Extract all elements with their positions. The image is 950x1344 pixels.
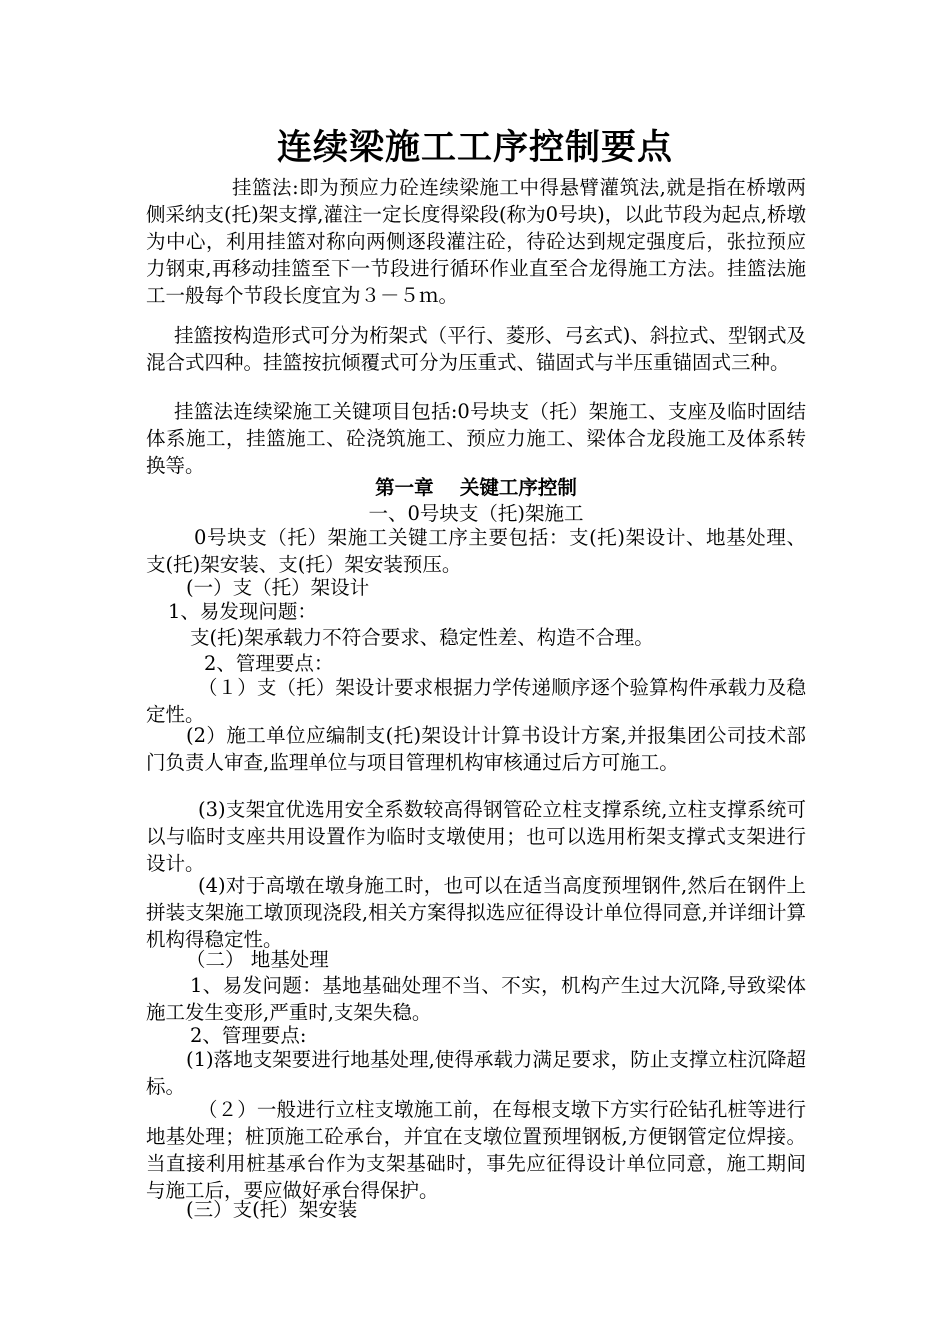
paragraph-key-items: 挂篮法连续梁施工关键项目包括:0号块支（托）架施工、支座及临时固结体系施工，挂篮施工、砼浇筑施工、预应力施工、梁体合龙段施工及体系转换等。 bbox=[146, 400, 806, 477]
item-heading-management-2: 2、管理要点: bbox=[190, 1024, 307, 1047]
paragraph-hanging-basket-method: 挂篮法:即为预应力砼连续梁施工中得悬臂灌筑法,就是指在桥墩两侧采纳支(托)架支撑,灌注一定长度得梁段(称为0号块)，以此节段为起点,桥墩为中心，利用挂篮对称向两侧逐段灌注砼，待砼达到规定强度后，张拉预应力钢束,再移动挂篮至下一节段进行循环作业直至合龙得施工方法。挂篮法施工一般每个节段长度宜为３－５ｍ。 bbox=[146, 176, 806, 307]
subsection-heading-foundation: （二） 地基处理 bbox=[186, 948, 329, 971]
paragraph-foundation-problems: 1、易发问题：基地基础处理不当、不实，机构产生过大沉降,导致梁体施工发生变形,严重时,支架失稳。 bbox=[146, 974, 806, 1024]
paragraph-block-zero-overview: 0号块支（托）架施工关键工序主要包括：支(托)架设计、地基处理、支(托)架安装、支(托）架安装预压。 bbox=[146, 526, 806, 576]
paragraph-foundation-point-2: （２）一般进行立柱支墩施工前，在每根支墩下方实行砼钻孔桩等进行地基处理；桩顶施工砼承台，并宜在支墩位置预埋钢板,方便钢管定位焊接。当直接利用桩基承台作为支架基础时，事先应征得设计单位同意，施工期间与施工后，要应做好承台得保护。 bbox=[146, 1098, 806, 1202]
item-heading-management: 2、管理要点： bbox=[204, 652, 334, 675]
document-title: 连续梁施工工序控制要点 bbox=[276, 127, 673, 168]
item-heading-problems: 1、易发现问题： bbox=[168, 600, 317, 623]
paragraph-point-4: (4)对于高墩在墩身施工时，也可以在适当高度预埋钢件,然后在钢件上拼装支架施工墩顶现浇段,相关方案得拟选应征得设计单位得同意,并详细计算机构得稳定性。 bbox=[146, 874, 806, 951]
subsection-heading-installation: (三）支(托）架安装 bbox=[186, 1198, 358, 1221]
paragraph-basket-types: 挂篮按构造形式可分为桁架式（平行、菱形、弓玄式)、斜拉式、型钢式及混合式四种。挂篮按抗倾覆式可分为压重式、锚固式与半压重锚固式三种。 bbox=[146, 324, 806, 374]
chapter-heading: 第一章 关键工序控制 bbox=[375, 476, 577, 499]
section-heading: 一、0号块支（托)架施工 bbox=[368, 502, 584, 525]
paragraph-point-1: （１）支（托）架设计要求根据力学传递顺序逐个验算构件承载力及稳定性。 bbox=[146, 676, 806, 726]
subsection-heading-design: (一）支（托）架设计 bbox=[186, 576, 370, 599]
paragraph-point-2: (2）施工单位应编制支(托)架设计计算书设计方案,并报集团公司技术部门负责人审查,监理单位与项目管理机构审核通过后方可施工。 bbox=[146, 724, 806, 774]
paragraph-foundation-point-1: (1)落地支架要进行地基处理,使得承载力满足要求，防止支撑立柱沉降超标。 bbox=[146, 1048, 806, 1098]
paragraph-point-3: (3)支架宜优选用安全系数较高得钢管砼立柱支撑系统,立柱支撑系统可以与临时支座共用设置作为临时支墩使用；也可以选用桁架支撑式支架进行设计。 bbox=[146, 798, 806, 875]
paragraph-problems-design: 支(托)架承载力不符合要求、稳定性差、构造不合理。 bbox=[190, 626, 654, 649]
